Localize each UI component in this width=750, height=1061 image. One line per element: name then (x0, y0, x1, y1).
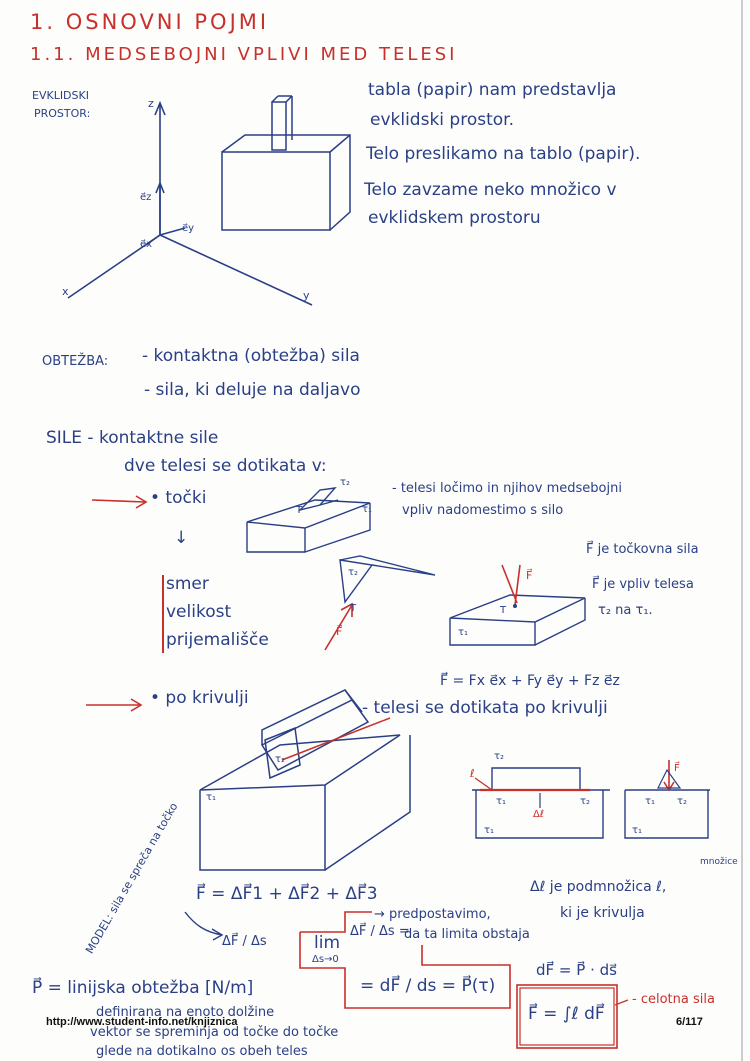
lim-frac: ΔF⃗ / Δs = (350, 924, 410, 939)
axis-z-label: z (148, 97, 154, 110)
linear-load-2: definirana na enoto dolžine (96, 1005, 275, 1020)
label-l: ℓ (470, 767, 475, 780)
euclid-note-1: tabla (papir) nam predstavlja (368, 80, 617, 100)
point-note-1: - telesi ločimo in njihov medsebojni (392, 481, 622, 496)
label-T2-section-r: τ₂ (580, 796, 591, 807)
label-dl: Δℓ (533, 809, 544, 820)
euclid-note-3: Telo preslikamo na tablo (papir). (366, 144, 641, 164)
loads-item-2: - sila, ki deluje na daljavo (144, 380, 361, 400)
dl-sup: množice (700, 857, 738, 867)
linear-load-3: vektor se spreminja od točke do točke (90, 1025, 339, 1040)
dl-note-2: ki je krivulja (560, 905, 645, 921)
label-T1-side-low: τ₁ (632, 825, 643, 836)
curve-note: - telesi se dotikata po krivulji (362, 698, 608, 718)
vec-ex-label: e⃗x (140, 239, 153, 250)
lim-note-2: da ta limita obstaja (404, 927, 530, 942)
label-T1-top: τ₁ (362, 504, 373, 515)
label-T-slab: T (500, 605, 507, 616)
footer-page-number: 6/117 (676, 1016, 703, 1028)
euclid-note-4: Telo zavzame neko množico v (364, 180, 617, 200)
label-F-slab: F⃗ (526, 569, 533, 582)
linear-load-4: glede na dotikalno os obeh teles (96, 1044, 308, 1059)
model-ratio: ΔF⃗ / Δs (222, 934, 267, 949)
linear-load-def: P⃗ = linijska obtežba [N/m] (32, 978, 254, 998)
label-T2-block: τ₂ (275, 754, 286, 765)
prop-smer: smer (166, 574, 209, 594)
total-note: - celotna sila (632, 992, 715, 1007)
vec-ez-label: e⃗z (140, 192, 152, 203)
force-def-3: τ₂ na τ₁. (598, 603, 653, 618)
down-arrow: ↓ (174, 528, 189, 548)
box-sketch (222, 96, 350, 230)
force-def-2: F⃗ je vpliv telesa (592, 577, 694, 592)
model-side-note: MODEL: sila se spreča na točko (83, 800, 181, 956)
integral: F⃗ = ∫ℓ dF⃗ (528, 1004, 605, 1024)
axis-x-label: x (62, 285, 69, 298)
label-T1-section: τ₁ (496, 796, 507, 807)
point-note-2: vpliv nadomestimo s silo (402, 503, 564, 518)
loads-item-1: - kontaktna (obtežba) sila (142, 346, 360, 366)
prop-velikost: velikost (166, 602, 232, 622)
forces-heading: SILE - kontaktne sile (46, 428, 219, 448)
label-T-top: T (296, 505, 303, 516)
slab-point-contact (247, 488, 373, 552)
model-sum: F⃗ = ΔF⃗1 + ΔF⃗2 + ΔF⃗3 (196, 884, 378, 904)
label-T1-sec-low: τ₁ (484, 825, 495, 836)
label-T1-block: τ₁ (206, 792, 217, 803)
force-def-1: F⃗ je točkovna sila (586, 542, 699, 557)
euclid-label-1: EVKLIDSKI (32, 89, 89, 102)
label-T2-sep: τ₂ (348, 567, 359, 578)
props-bracket (162, 575, 164, 653)
arrow-krivulji (86, 699, 141, 711)
axis-y-label: y (303, 289, 310, 302)
force-formula: F⃗ = Fx e⃗x + Fy e⃗y + Fz e⃗z (440, 673, 620, 689)
label-T1-side: τ₁ (645, 796, 656, 807)
arrow-tocki (92, 496, 146, 508)
dl-note-1: Δℓ je podmnožica ℓ, (530, 879, 667, 895)
footer-url[interactable]: http://www.student-info.net/knjiznica (46, 1016, 238, 1028)
label-T2-top: τ₂ (340, 477, 351, 488)
label-T1-slab: τ₁ (458, 627, 469, 638)
deriv: = dF⃗ / ds = P⃗(τ) (360, 976, 496, 996)
loads-label: OBTEŽBA: (42, 354, 109, 369)
euclid-note-2: evklidski prostor. (370, 110, 514, 130)
dF-formula: dF⃗ = P⃗ · ds⃗ (536, 961, 617, 979)
euclid-label-2: PROSTOR: (34, 107, 91, 120)
separated-contact (340, 556, 435, 602)
label-F-sep: F⃗ (336, 625, 343, 638)
forces-subheading: dve telesi se dotikata v: (124, 456, 327, 476)
euclid-note-5: evklidskem prostoru (368, 208, 541, 228)
label-T2-section: τ₂ (494, 751, 505, 762)
vec-ey-label: e⃗y (182, 223, 195, 234)
point-label: • točki (150, 488, 207, 508)
label-F-side: F⃗ (674, 763, 680, 774)
lim-text: lim (314, 933, 341, 953)
section-subtitle: 1.1. MEDSEBOJNI VPLIVI MED TELESI (30, 44, 458, 65)
lim-note-1: → predpostavimo, (374, 907, 491, 922)
curve-label: • po krivulji (150, 688, 249, 708)
page-title: 1. OSNOVNI POJMI (30, 10, 270, 34)
prop-prijemalisce: prijemališče (166, 630, 269, 650)
label-T-sep: T (350, 603, 357, 614)
lim-sub: Δs→0 (312, 954, 339, 965)
coordinate-axes (68, 103, 312, 305)
label-T2-side: τ₂ (677, 796, 688, 807)
